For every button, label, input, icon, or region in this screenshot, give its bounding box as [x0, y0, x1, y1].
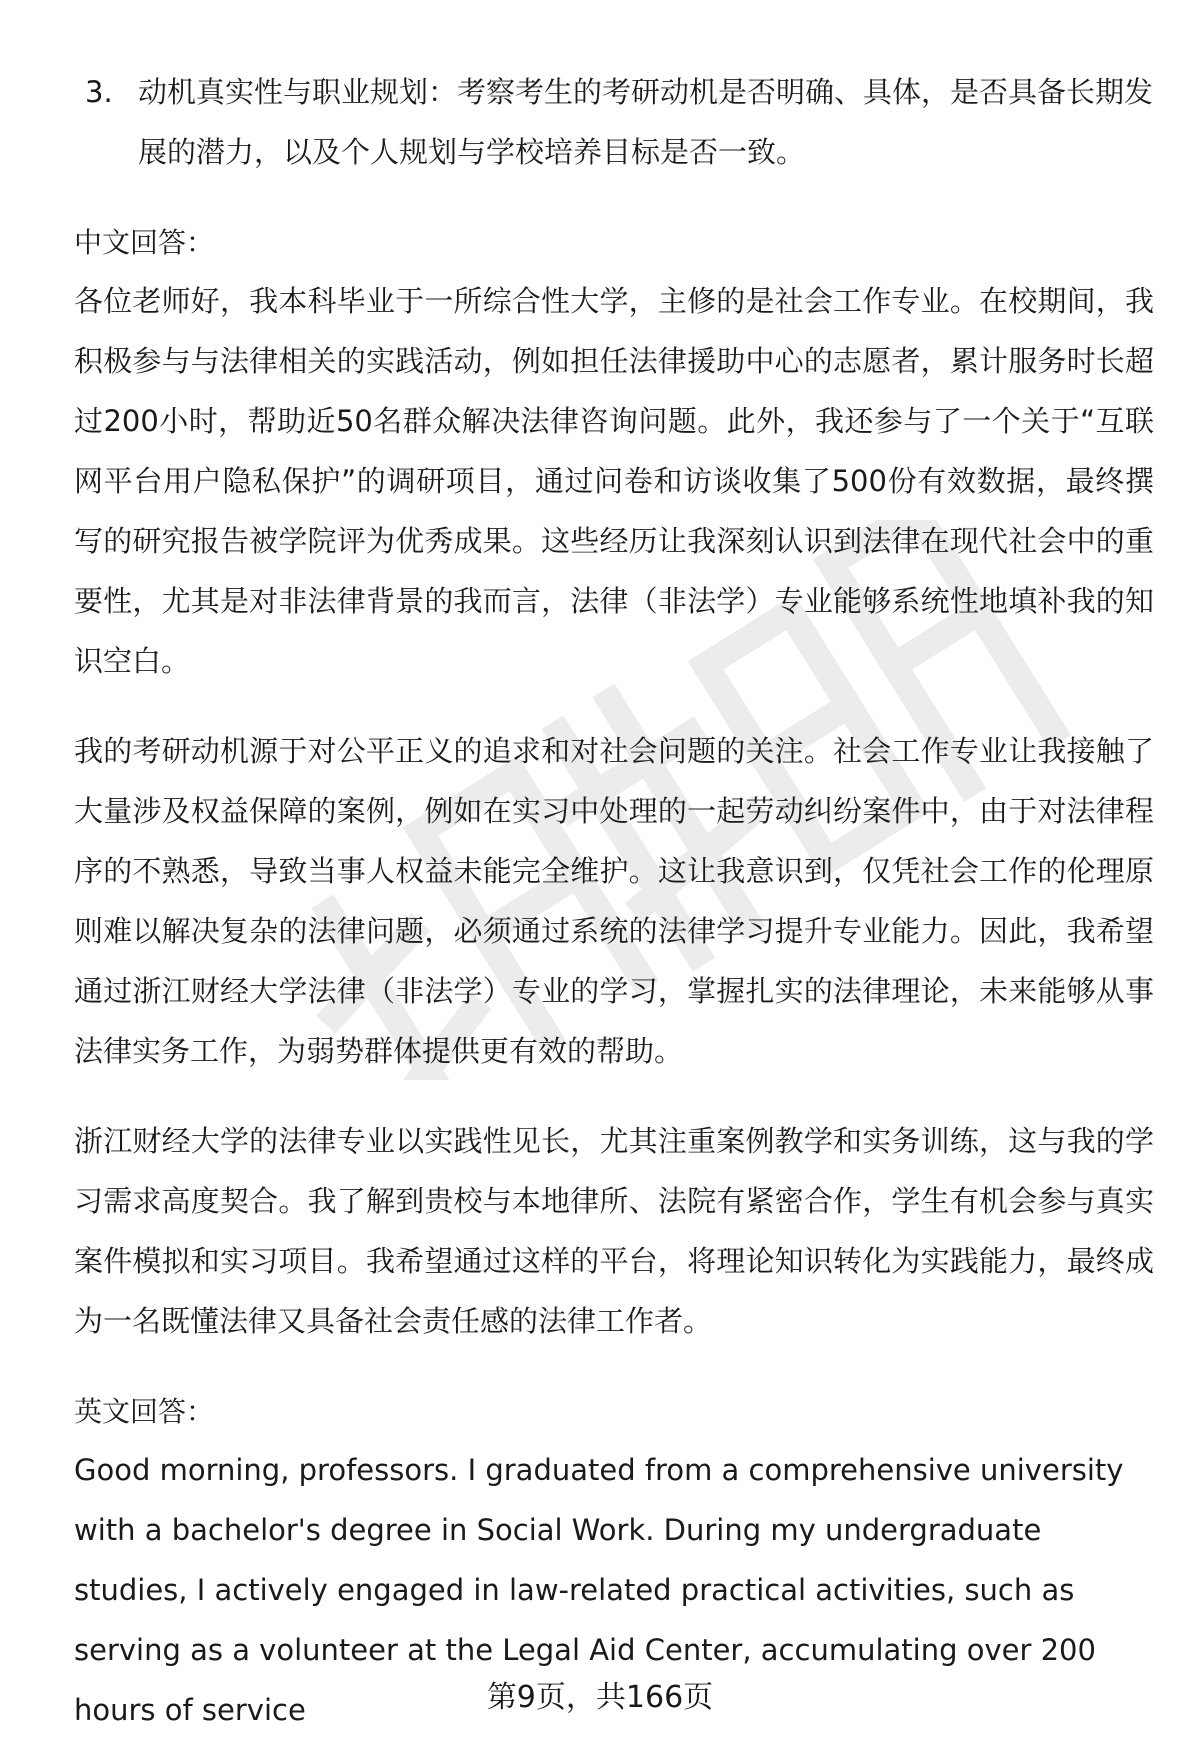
english-answer-label: 英文回答： — [74, 1395, 215, 1428]
item-number: 3. — [85, 75, 113, 109]
english-paragraph: Good morning, professors. I graduated from a comprehensive university with a bachelor's degree in Social Work. During my undergraduate studies, I actively engaged in law-related practical activities, such as serving as a volunteer at the Legal Aid Center, accumulating over 200 hours of service — [74, 1453, 1124, 1727]
chinese-paragraph: 浙江财经大学的法律专业以实践性见长，尤其注重案例教学和实务训练，这与我的学习需求高度契合。我了解到贵校与本地律所、法院有紧密合作，学生有机会参与真实案件模拟和实习项目。我希望通过这样的平台，将理论知识转化为实践能力，最终成为一名既懂法律又具备社会责任感的法律工作者。 — [74, 1124, 1154, 1338]
chinese-paragraph: 我的考研动机源于对公平正义的追求和对社会问题的关注。社会工作专业让我接触了大量涉及权益保障的案例，例如在实习中处理的一起劳动纠纷案件中，由于对法律程序的不熟悉，导致当事人权益未能完全维护。这让我意识到，仅凭社会工作的伦理原则难以解决复杂的法律问题，必须通过系统的法律学习提升专业能力。因此，我希望通过浙江财经大学法律（非法学）专业的学习，掌握扎实的法律理论，未来能够从事法律实务工作，为弱势群体提供更有效的帮助。 — [74, 734, 1154, 1068]
item-text: 动机真实性与职业规划：考察考生的考研动机是否明确、具体，是否具备长期发展的潜力，以及个人规划与学校培养目标是否一致。 — [138, 75, 1154, 169]
chinese-paragraph: 各位老师好，我本科毕业于一所综合性大学，主修的是社会工作专业。在校期间，我积极参与与法律相关的实践活动，例如担任法律援助中心的志愿者，累计服务时长超过200小时，帮助近50名群众解决法律咨询问题。此外，我还参与了一个关于“互联网平台用户隐私保护”的调研项目，通过问卷和访谈收集了500份有效数据，最终撰写的研究报告被学院评为优秀成果。这些经历让我深刻认识到法律在现代社会中的重要性，尤其是对非法律背景的我而言，法律（非法学）专业能够系统性地填补我的知识空白。 — [74, 284, 1154, 678]
numbered-item — [85, 62, 1154, 182]
page-number: 第9页，共166页 — [486, 1680, 714, 1715]
document-body — [74, 62, 1154, 1740]
chinese-answer-label: 中文回答： — [74, 226, 215, 259]
